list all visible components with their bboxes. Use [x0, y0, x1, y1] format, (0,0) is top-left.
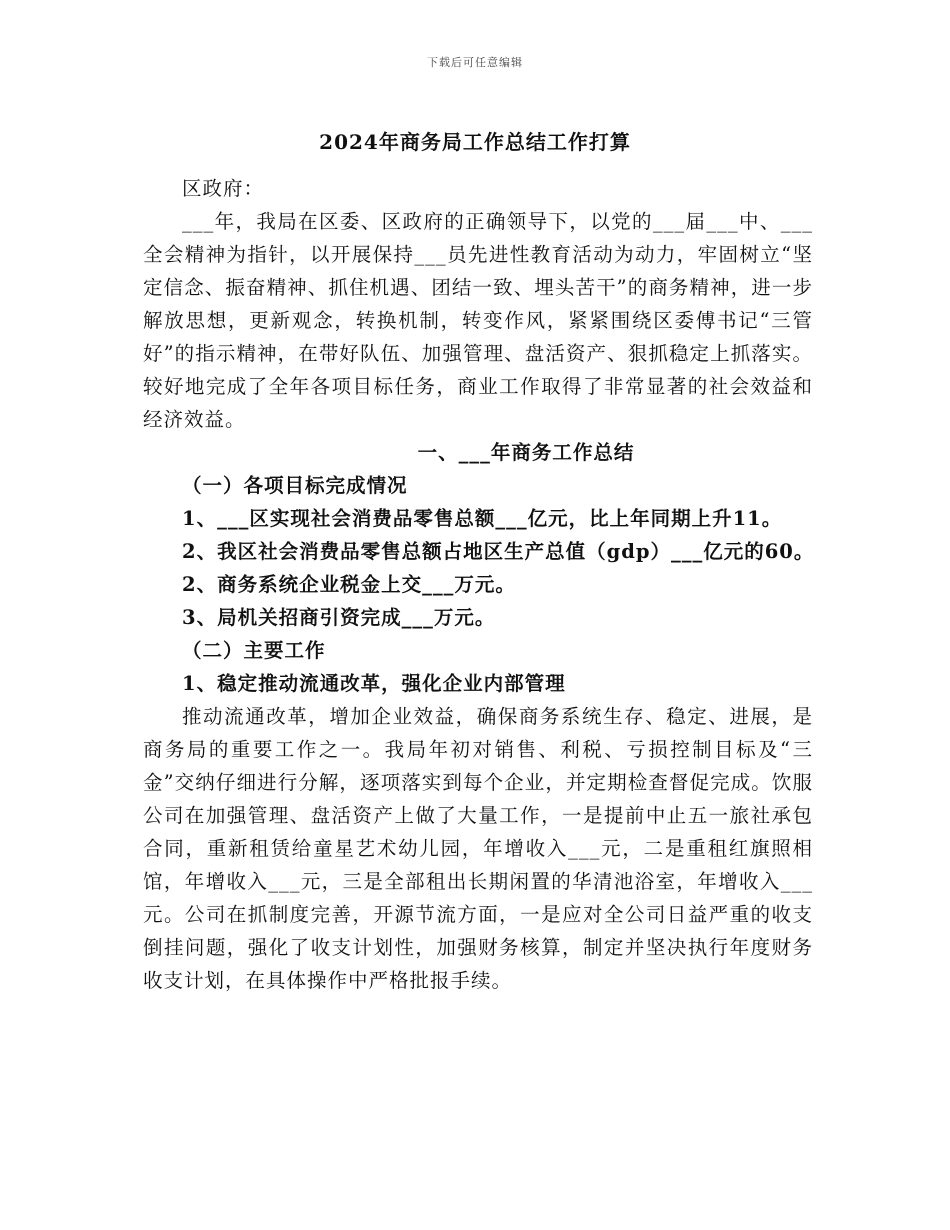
target-item: 2、我区社会消费品零售总额占地区生产总值（gdp）___亿元的60。: [182, 540, 815, 563]
document-body: [143, 172, 813, 997]
target-item: 1、___区实现社会消费品零售总额___亿元，比上年同期上升11。: [182, 507, 783, 530]
work-item-paragraph: 推动流通改革，增加企业效益，确保商务系统生存、稳定、进展，是商务局的重要工作之一。我局年初对销售、利税、亏损控制目标及“三金”交纳仔细进行分解，逐项落实到每个企业，并定期检查督促完成。饮服公司在加强管理、盘活资产上做了大量工作，一是提前中止五一旅社承包合同，重新租赁给童星艺术幼儿园，年增收入___元，二是重租红旗照相馆，年增收入___元，三是全部租出长期闲置的华清池浴室，年增收入___元。公司在抓制度完善，开源节流方面，一是应对全公司日益严重的收支倒挂问题，强化了收支计划性，加强财务核算，制定并坚决执行年度财务收支计划，在具体操作中严格批报手续。: [143, 705, 813, 992]
work-item-heading: 1、稳定推动流通改革，强化企业内部管理: [182, 672, 566, 695]
intro-paragraph: ___年，我局在区委、区政府的正确领导下，以党的___届___中、___全会精神为指针，以开展保持___员先进性教育活动为动力，牢固树立“坚定信念、振奋精神、抓住机遇、团结一致、埋头苦干”的商务精神，进一步解放思想，更新观念，转换机制，转变作风，紧紧围绕区委傅书记“三管好”的指示精神，在带好队伍、加强管理、盘活资产、狠抓稳定上抓落实。较好地完成了全年各项目标任务，商业工作取得了非常显著的社会效益和经济效益。: [143, 210, 813, 431]
section-heading-1: 一、___年商务工作总结: [417, 441, 635, 464]
target-item: 2、商务系统企业税金上交___万元。: [182, 573, 516, 596]
subsection-heading-main-work: （二）主要工作: [182, 639, 326, 662]
document-title: 2024年商务局工作总结工作打算: [319, 130, 631, 154]
target-item: 3、局机关招商引资完成___万元。: [182, 606, 496, 629]
subsection-heading-targets: （一）各项目标完成情况: [182, 474, 408, 497]
salutation: 区政府：: [182, 177, 265, 200]
page-header-note: 下载后可任意编辑: [427, 56, 523, 69]
